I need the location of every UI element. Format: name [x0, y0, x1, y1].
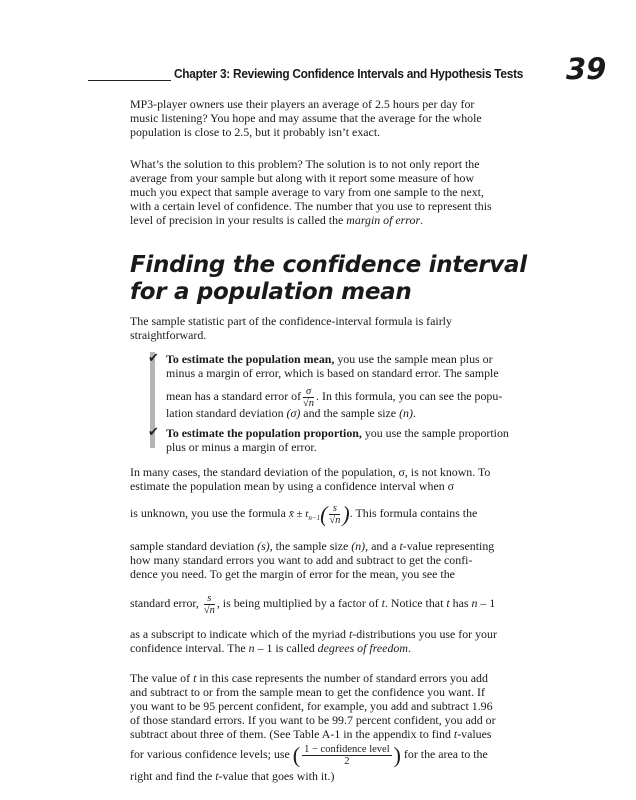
math: (n) [399, 406, 413, 420]
math: x̄ ± t [288, 508, 309, 520]
text-line: MP3-player owners use their players an average of 2.5 hours per day for [130, 97, 475, 111]
text: right and find the [130, 769, 216, 783]
term-margin-of-error: margin of error [346, 213, 421, 227]
text-line [130, 641, 411, 655]
text: , and a [365, 539, 400, 553]
denominator: √n [303, 398, 315, 409]
text-line [130, 591, 495, 616]
text-line: What’s the solution to this problem? The solution is to not only report the [130, 157, 480, 171]
text-line [130, 499, 477, 532]
math: t [381, 596, 385, 610]
bold-lead: To estimate the population mean, [166, 352, 335, 366]
denominator: √n [203, 604, 215, 616]
text: as a subscript to indicate which of the myriad [130, 627, 349, 641]
numerator: s [204, 593, 215, 605]
text: subtract about three of them. (See Table A-1 in the appendix to find [130, 727, 454, 741]
text: in this case represents the number of standard errors you add [196, 671, 488, 685]
text-line: much you expect that sample average to vary from one sample to the next, [130, 185, 484, 199]
fraction-s-over-root-n [329, 503, 340, 526]
numerator: σ [303, 386, 314, 398]
text: and the sample size [300, 406, 400, 420]
formula: x̄ ± $t_{n-1}$( $\frac{s}{√n}$ ) [288, 501, 350, 527]
text-line [130, 727, 492, 741]
text: The value of [130, 671, 194, 685]
text: , is being multiplied by a factor of [216, 596, 382, 610]
text-line: you want to be 95 percent confident, for example, you add and subtract 1.96 [130, 699, 493, 713]
denominator: 2 [344, 755, 350, 767]
text: is unknown, you use the formula [130, 506, 289, 520]
text: -values [457, 727, 492, 741]
text-line: population is close to 2.5, but it probably isn’t exact. [130, 125, 381, 139]
page-number: 39 [566, 52, 607, 86]
text-line: minus a margin of error, which is based on standard error. The sample [166, 366, 499, 380]
text: -value representing [402, 539, 495, 553]
text: -distributions you use for your [352, 627, 497, 641]
math: t [446, 596, 450, 610]
fraction-s-over-root-n [204, 593, 215, 616]
text: has [449, 596, 472, 610]
text-line [130, 627, 497, 641]
text-line: and subtract to or from the sample mean to get the confidence you want. If [130, 685, 485, 699]
math: (s) [257, 539, 270, 553]
text-line: for various confidence levels; use ( $\frac{\text{1 − confidence level}}{2}$ ) for the area to the [130, 742, 488, 768]
numerator: s [329, 503, 340, 515]
text: . Notice that [384, 596, 447, 610]
checkmark-icon: ✔ [148, 350, 159, 365]
text-line: dence you need. To get the margin of error for the mean, you see the [130, 567, 455, 581]
text: sample standard deviation [130, 539, 258, 553]
text-line: with a certain level of confidence. The number that you use to represent this [130, 199, 492, 213]
math: t [399, 539, 403, 553]
chapter-title: Chapter 3: Reviewing Confidence Intervals and Hypothesis Tests [174, 66, 524, 81]
text-line [130, 539, 494, 553]
text-line [166, 352, 493, 366]
math: n [471, 596, 478, 610]
text: , the sample size [269, 539, 352, 553]
text: for various confidence levels; use [130, 747, 293, 761]
math: t [453, 727, 458, 741]
text-line: plus or minus a margin of error. [166, 440, 317, 454]
text-line: how many standard errors you want to add and subtract to get the confi- [130, 553, 473, 567]
text: lation standard deviation [166, 406, 287, 420]
bold-lead: To estimate the population proportion, [166, 426, 362, 440]
text: . [420, 213, 424, 227]
text-line [130, 671, 488, 685]
term-degrees-of-freedom: degrees of freedom [317, 641, 408, 655]
math: t [193, 671, 197, 685]
text: you use the sample mean plus or [334, 352, 493, 366]
section-heading: for a population mean [130, 279, 412, 305]
text: – 1 [477, 596, 496, 610]
math: t [215, 769, 219, 783]
text-line: of those standard errors. If you want to be 99.7 percent confident, you add or [130, 713, 496, 727]
text: you use the sample proportion [361, 426, 509, 440]
text: -value that goes with it.) [218, 769, 335, 783]
numerator: 1 − confidence level [304, 743, 390, 755]
math: n [248, 641, 255, 655]
text-line: The sample statistic part of the confidence-interval formula is fairly [130, 314, 452, 328]
math: (σ) [286, 406, 301, 420]
text: confidence interval. The [130, 641, 249, 655]
subscript: n−1 [308, 514, 321, 523]
header-rule [88, 80, 171, 81]
text: . In this formula, you can see the popu- [316, 389, 503, 404]
text-line: straightforward. [130, 328, 207, 342]
text: mean has a standard error of [166, 389, 302, 404]
text: . This formula contains the [349, 506, 478, 520]
text: standard error, [130, 596, 202, 610]
text-line [166, 426, 509, 440]
text: – 1 is called [254, 641, 318, 655]
text-line: average from your sample but along with it report some measure of how [130, 171, 475, 185]
fraction-confidence-level [302, 744, 392, 767]
checkmark-icon: ✔ [148, 424, 159, 439]
math: (n) [351, 539, 366, 553]
section-heading: Finding the confidence interval [130, 252, 527, 278]
text: level of precision in your results is called the [130, 213, 347, 227]
text: for the area to the [400, 747, 488, 761]
text-line [130, 213, 423, 227]
denominator: √n [329, 514, 341, 526]
text-line: estimate the population mean by using a confidence interval when σ [130, 479, 455, 493]
text: . [407, 641, 411, 655]
text-line [130, 769, 334, 783]
text-line [166, 406, 416, 420]
text-line: music listening? You hope and may assume that the average for the whole [130, 111, 482, 125]
text: . [412, 406, 416, 420]
text-line: In many cases, the standard deviation of the population, σ, is not known. To [130, 465, 491, 479]
math: t [348, 627, 353, 641]
